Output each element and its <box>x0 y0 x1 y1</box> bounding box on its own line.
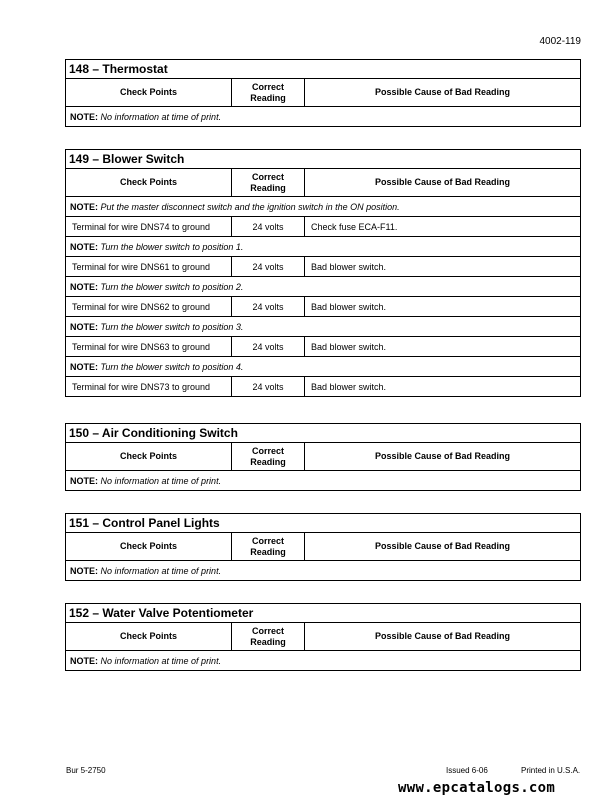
section-title: 152 – Water Valve Potentiometer <box>66 604 581 623</box>
table-row <box>66 297 581 317</box>
check-point-cell: Terminal for wire DNS73 to ground <box>66 377 232 397</box>
note-row: NOTE: No information at time of print. <box>66 471 581 491</box>
watermark: www.epcatalogs.com <box>398 780 556 796</box>
section-152-table <box>65 603 581 671</box>
header-correct-reading: Correct Reading <box>232 169 305 197</box>
note-row: NOTE: Turn the blower switch to position 4. <box>66 357 581 377</box>
table-row <box>66 257 581 277</box>
reading-cell: 24 volts <box>232 377 305 397</box>
cause-cell: Check fuse ECA-F11. <box>305 217 581 237</box>
header-check-points: Check Points <box>66 533 232 561</box>
header-correct-reading: Correct Reading <box>232 79 305 107</box>
section-title: 151 – Control Panel Lights <box>66 514 581 533</box>
note-row: NOTE: Turn the blower switch to position 3. <box>66 317 581 337</box>
header-possible-cause: Possible Cause of Bad Reading <box>305 623 581 651</box>
cause-cell: Bad blower switch. <box>305 337 581 357</box>
note-row: NOTE: Turn the blower switch to position 2. <box>66 277 581 297</box>
footer-doc-number: Bur 5-2750 <box>66 766 106 775</box>
header-correct-reading: Correct Reading <box>232 443 305 471</box>
header-possible-cause: Possible Cause of Bad Reading <box>305 443 581 471</box>
header-correct-reading: Correct Reading <box>232 533 305 561</box>
header-possible-cause: Possible Cause of Bad Reading <box>305 533 581 561</box>
note-row: NOTE: No information at time of print. <box>66 561 581 581</box>
section-title: 148 – Thermostat <box>66 60 581 79</box>
reading-cell: 24 volts <box>232 297 305 317</box>
note-row: NOTE: Turn the blower switch to position 1. <box>66 237 581 257</box>
check-point-cell: Terminal for wire DNS61 to ground <box>66 257 232 277</box>
page-number: 4002-119 <box>539 36 581 47</box>
header-possible-cause: Possible Cause of Bad Reading <box>305 169 581 197</box>
check-point-cell: Terminal for wire DNS74 to ground <box>66 217 232 237</box>
section-148-table <box>65 59 581 127</box>
section-149-table <box>65 149 581 397</box>
footer-issued: Issued 6-06 <box>446 766 488 775</box>
reading-cell: 24 volts <box>232 217 305 237</box>
header-check-points: Check Points <box>66 169 232 197</box>
table-row <box>66 377 581 397</box>
reading-cell: 24 volts <box>232 257 305 277</box>
header-check-points: Check Points <box>66 443 232 471</box>
note-row: NOTE: No information at time of print. <box>66 651 581 671</box>
check-point-cell: Terminal for wire DNS63 to ground <box>66 337 232 357</box>
header-check-points: Check Points <box>66 79 232 107</box>
section-150-table <box>65 423 581 491</box>
reading-cell: 24 volts <box>232 337 305 357</box>
section-title: 150 – Air Conditioning Switch <box>66 424 581 443</box>
section-title: 149 – Blower Switch <box>66 150 581 169</box>
header-check-points: Check Points <box>66 623 232 651</box>
cause-cell: Bad blower switch. <box>305 257 581 277</box>
table-row <box>66 217 581 237</box>
cause-cell: Bad blower switch. <box>305 297 581 317</box>
section-151-table <box>65 513 581 581</box>
note-row: NOTE: No information at time of print. <box>66 107 581 127</box>
cause-cell: Bad blower switch. <box>305 377 581 397</box>
header-correct-reading: Correct Reading <box>232 623 305 651</box>
header-possible-cause: Possible Cause of Bad Reading <box>305 79 581 107</box>
check-point-cell: Terminal for wire DNS62 to ground <box>66 297 232 317</box>
note-row: NOTE: Put the master disconnect switch and the ignition switch in the ON position. <box>66 197 581 217</box>
table-row <box>66 337 581 357</box>
footer-printed: Printed in U.S.A. <box>521 766 581 775</box>
